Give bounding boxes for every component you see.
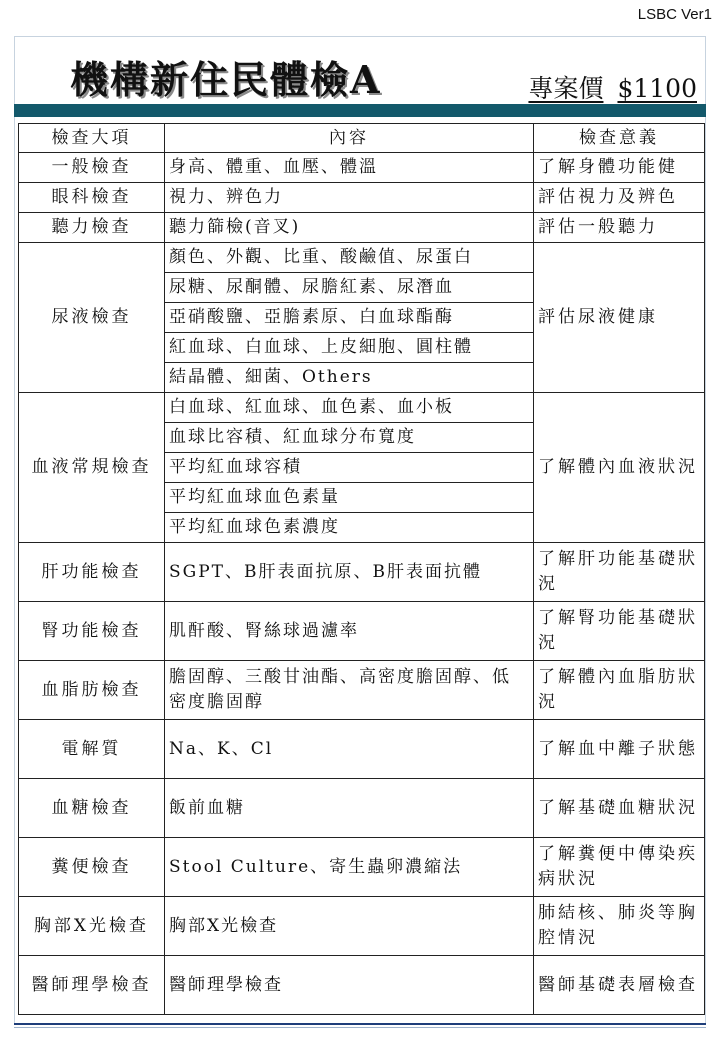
footer-rule-thin <box>14 1027 706 1028</box>
frame-right-line <box>705 117 706 1025</box>
page-title: 機構新住民體檢A <box>70 57 382 102</box>
header-category: 檢查大項 <box>19 124 165 153</box>
table-row <box>19 153 705 183</box>
category-cell: 眼科檢查 <box>19 183 165 213</box>
content-cell: 平均紅血球血色素量 <box>165 483 534 513</box>
table-row <box>19 602 705 661</box>
version-label: LSBC Ver1 <box>637 6 712 23</box>
content-cell: 白血球、紅血球、血色素、血小板 <box>165 393 534 423</box>
content-cell: Na、K、Cl <box>165 720 534 779</box>
content-cell: 身高、體重、血壓、體溫 <box>165 153 534 183</box>
content-cell: 飯前血糖 <box>165 779 534 838</box>
content-cell: 肌酐酸、腎絲球過濾率 <box>165 602 534 661</box>
meaning-cell: 了解肝功能基礎狀況 <box>534 543 705 602</box>
table-row <box>19 956 705 1015</box>
price-amount: $1100 <box>617 74 697 103</box>
header-meaning: 檢查意義 <box>534 124 705 153</box>
category-cell: 一般檢查 <box>19 153 165 183</box>
meaning-cell: 了解體內血液狀況 <box>534 393 705 543</box>
category-cell: 電解質 <box>19 720 165 779</box>
content-cell: 紅血球、白血球、上皮細胞、圓柱體 <box>165 333 534 363</box>
meaning-cell: 了解血中離子狀態 <box>534 720 705 779</box>
meaning-cell: 了解腎功能基礎狀況 <box>534 602 705 661</box>
category-cell: 尿液檢查 <box>19 243 165 393</box>
content-cell: 胸部X光檢查 <box>165 897 534 956</box>
content-cell: 結晶體、細菌、Others <box>165 363 534 393</box>
table-row <box>19 393 705 423</box>
meaning-cell: 了解糞便中傳染疾病狀況 <box>534 838 705 897</box>
category-cell: 肝功能檢查 <box>19 543 165 602</box>
table-row <box>19 720 705 779</box>
exam-table <box>18 123 705 1015</box>
category-cell: 醫師理學檢查 <box>19 956 165 1015</box>
meaning-cell: 評估視力及辨色 <box>534 183 705 213</box>
frame-left-line <box>14 117 15 1025</box>
meaning-cell: 評估一般聽力 <box>534 213 705 243</box>
table-row <box>19 661 705 720</box>
table-row <box>19 183 705 213</box>
footer-rule <box>14 1023 706 1025</box>
table-row <box>19 779 705 838</box>
content-cell: 視力、辨色力 <box>165 183 534 213</box>
meaning-cell: 評估尿液健康 <box>534 243 705 393</box>
meaning-cell: 了解基礎血糖狀況 <box>534 779 705 838</box>
meaning-cell: 肺結核、肺炎等胸腔情況 <box>534 897 705 956</box>
category-cell: 糞便檢查 <box>19 838 165 897</box>
header-divider-bar <box>14 104 706 117</box>
content-cell: 顏色、外觀、比重、酸鹼值、尿蛋白 <box>165 243 534 273</box>
meaning-cell: 了解體內血脂肪狀況 <box>534 661 705 720</box>
content-cell: SGPT、B肝表面抗原、B肝表面抗體 <box>165 543 534 602</box>
category-cell: 血糖檢查 <box>19 779 165 838</box>
meaning-cell: 醫師基礎表層檢查 <box>534 956 705 1015</box>
table-row <box>19 838 705 897</box>
content-cell: 醫師理學檢查 <box>165 956 534 1015</box>
table-row <box>19 543 705 602</box>
content-cell: 膽固醇、三酸甘油酯、高密度膽固醇、低密度膽固醇 <box>165 661 534 720</box>
category-cell: 血脂肪檢查 <box>19 661 165 720</box>
table-row <box>19 897 705 956</box>
category-cell: 聽力檢查 <box>19 213 165 243</box>
content-cell: 血球比容積、紅血球分布寬度 <box>165 423 534 453</box>
table-header-row <box>19 124 705 153</box>
table-row <box>19 243 705 273</box>
price-tag <box>528 69 697 105</box>
table-row <box>19 213 705 243</box>
category-cell: 血液常規檢查 <box>19 393 165 543</box>
category-cell: 腎功能檢查 <box>19 602 165 661</box>
content-cell: 尿糖、尿酮體、尿膽紅素、尿潛血 <box>165 273 534 303</box>
header-banner <box>14 36 706 106</box>
content-cell: 平均紅血球色素濃度 <box>165 513 534 543</box>
price-label: 專案價 <box>528 74 604 103</box>
content-cell: 亞硝酸鹽、亞膽素原、白血球酯酶 <box>165 303 534 333</box>
content-cell: 聽力篩檢(音叉) <box>165 213 534 243</box>
content-cell: 平均紅血球容積 <box>165 453 534 483</box>
meaning-cell: 了解身體功能健 <box>534 153 705 183</box>
content-cell: Stool Culture、寄生蟲卵濃縮法 <box>165 838 534 897</box>
category-cell: 胸部X光檢查 <box>19 897 165 956</box>
header-content: 內容 <box>165 124 534 153</box>
